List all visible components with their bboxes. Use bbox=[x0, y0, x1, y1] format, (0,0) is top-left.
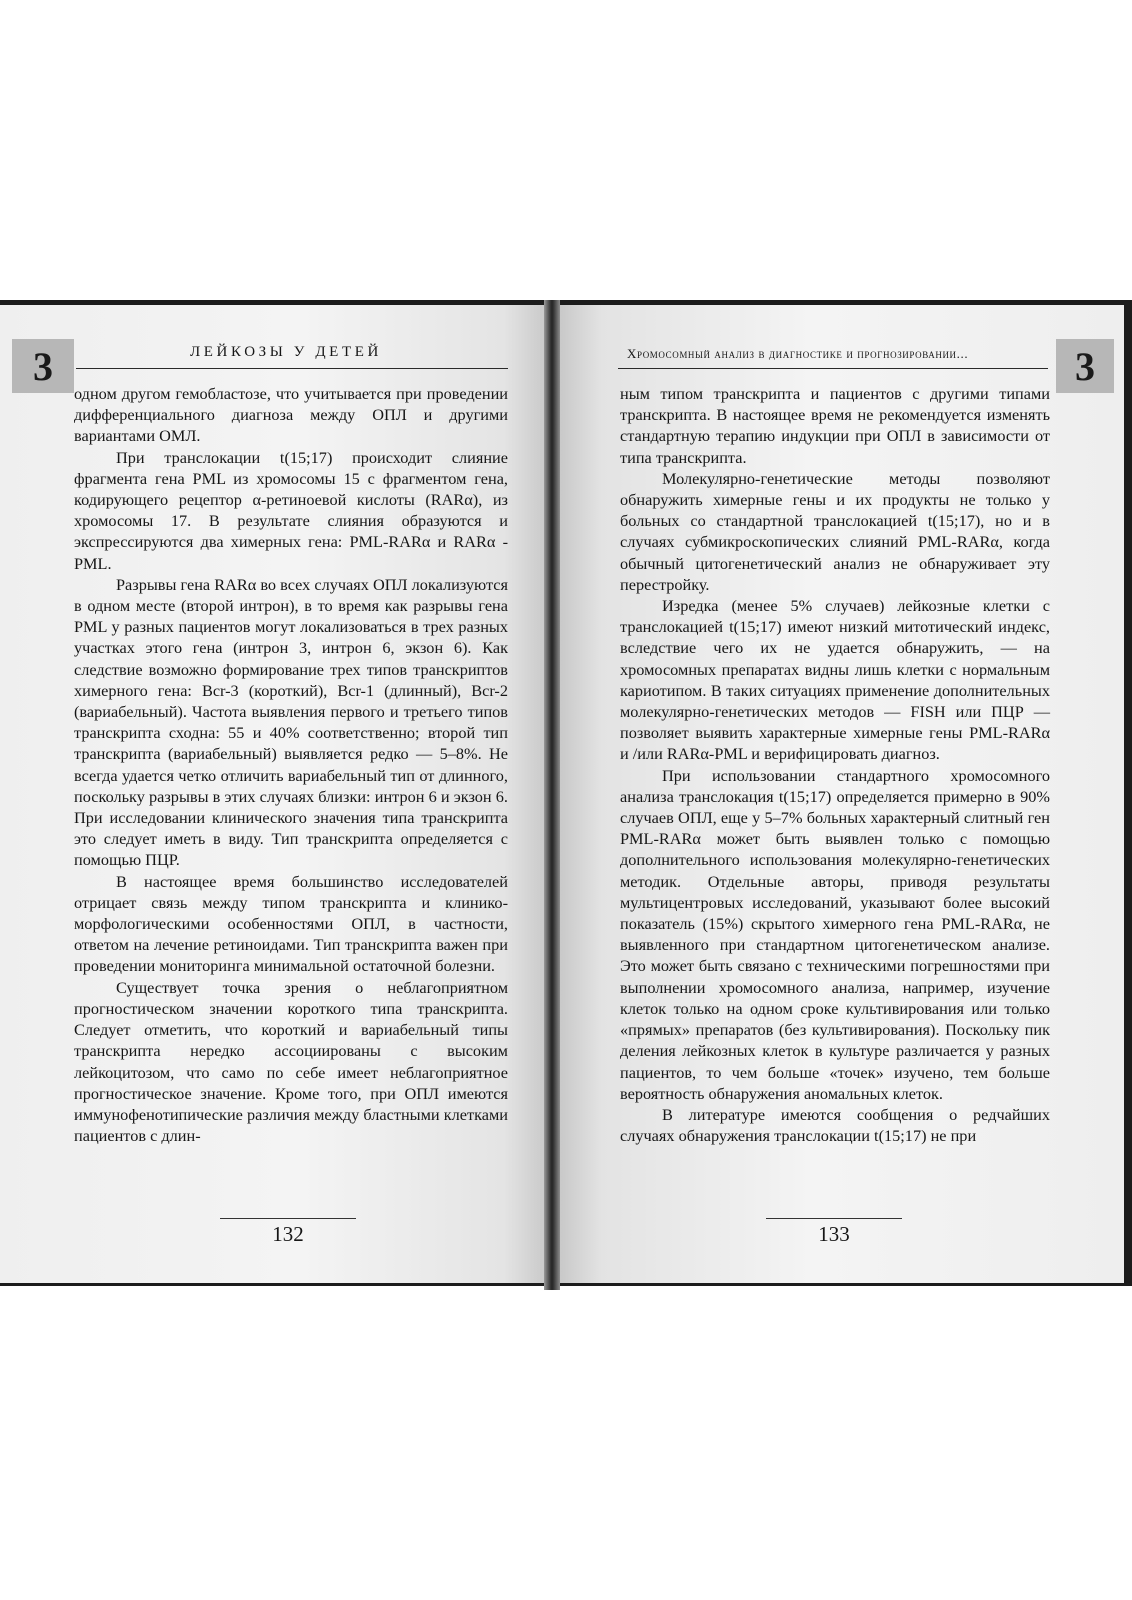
paragraph: Разрывы гена RARα во всех случаях ОПЛ локализуются в одном месте (второй интрон), в то время как разрывы гена PML у разных пациентов могут локализоваться в трех разных участках этого гена (интрон 3, интрон 6, экзон 6). Как следствие возможно формирование трех типов транскриптов химерного гена: Bcr-3 (короткий), Bcr-1 (длинный), Bcr-2 (вариабельный). Частота выявления первого и третьего типов транскрипта сходна: 55 и 40% соответственно; второй тип транскрипта (вариабельный) выявляется редко — 5–8%. Не всегда удается четко отличить вариабельный тип от длинного, поскольку разрывы в этих случаях близки: интрон 6 и экзон 6. При исследовании клинического значения типа транскрипта это следует иметь в виду. Тип транскрипта определяется с помощью ПЦР. bbox=[74, 574, 508, 870]
right-body-text bbox=[620, 383, 1050, 1146]
chapter-tab-right: 3 bbox=[1056, 339, 1114, 393]
paragraph: В литературе имеются сообщения о редчайших случаях обнаружения транслокации t(15;17) не при bbox=[620, 1104, 1050, 1146]
page-number-left: 132 bbox=[272, 1222, 304, 1246]
footer-rule-right bbox=[766, 1218, 902, 1219]
chapter-tab-left: 3 bbox=[12, 339, 74, 393]
footer-rule-left bbox=[220, 1218, 356, 1219]
running-head-left: ЛЕЙКОЗЫ У ДЕТЕЙ bbox=[190, 344, 382, 360]
paragraph: В настоящее время большинство исследователей отрицает связь между типом транскрипта и клинико-морфологическими особенностями ОПЛ, в частности, ответом на лечение ретиноидами. Тип транскрипта важен при проведении мониторинга минимальной остаточной болезни. bbox=[74, 871, 508, 976]
paragraph: При транслокации t(15;17) происходит слияние фрагмента гена PML из хромосомы 15 с фрагментом гена, кодирующего рецептор α-ретиноевой кислоты (RARα), из хромосомы 17. В результате слияния образуются и экспрессируются два химерных гена: PML-RARα и RARα -PML. bbox=[74, 447, 508, 573]
header-rule-left bbox=[76, 368, 508, 369]
page-number-right: 133 bbox=[818, 1222, 850, 1246]
book-gutter bbox=[544, 300, 560, 1290]
paragraph: Изредка (менее 5% случаев) лейкозные клетки с транслокацией t(15;17) имеют низкий митотический индекс, вследствие чего их не удается обнаружить, — на хромосомных препаратах видны лишь клетки с нормальным кариотипом. В таких ситуациях применение дополнительных молекулярно-генетических методов — FISH или ПЦР — позволяет выявить характерные химерные гены PML-RARα и /или RARα-PML и верифицировать диагноз. bbox=[620, 596, 1050, 764]
header-rule-right bbox=[618, 368, 1048, 369]
paragraph: При использовании стандартного хромосомного анализа транслокация t(15;17) определяется примерно в 90% случаев ОПЛ, еще у 5–7% больных характерный слитный ген PML-RARα может быть выявлен только с помощью дополнительного использования молекулярно-генетических методик. Отдельные авторы, приводя результаты мультицентровых исследований, указывают более высокий показатель (15%) скрытого химерного гена PML-RARα, не выявленного при стандартном цитогенетическом анализе. Это может быть связано с техническими погрешностями при выполнении хромосомного анализа, например, изучение клеток только на одном сроке культивирования или только «прямых» препаратов (без культивирования). Поскольку пик деления лейкозных клеток в культуре различается у разных пациентов, то чем больше «точек» изучено, тем больше вероятность обнаружения аномальных клеток. bbox=[620, 765, 1050, 1103]
running-head-right: Хромосомный анализ в диагностике и прогнозировании... bbox=[627, 346, 969, 361]
paragraph: Молекулярно-генетические методы позволяют обнаружить химерные гены и их продукты не только у больных со стандартной транслокацией t(15;17), но и в случаях субмикроскопических слияний PML-RARα, когда обычный цитогенетический анализ не обнаруживает эту перестройку. bbox=[620, 468, 1050, 594]
paragraph: Существует точка зрения о неблагоприятном прогностическом значении короткого типа транскрипта. Следует отметить, что короткий и вариабельный типы транскрипта нередко ассоциированы с высоким лейкоцитозом, что само по себе имеет неблагоприятное прогностическое значение. Кроме того, при ОПЛ имеются иммунофенотипические различия между бластными клетками пациентов с длин- bbox=[74, 977, 508, 1146]
left-body-text bbox=[74, 383, 508, 1146]
paragraph: одном другом гемобластозе, что учитывается при проведении дифференциального диагноза между ОПЛ и другими вариантами ОМЛ. bbox=[74, 384, 508, 446]
paragraph: ным типом транскрипта и пациентов с другими типами транскрипта. В настоящее время не рекомендуется изменять стандартную терапию индукции при ОПЛ в зависимости от типа транскрипта. bbox=[620, 384, 1050, 467]
